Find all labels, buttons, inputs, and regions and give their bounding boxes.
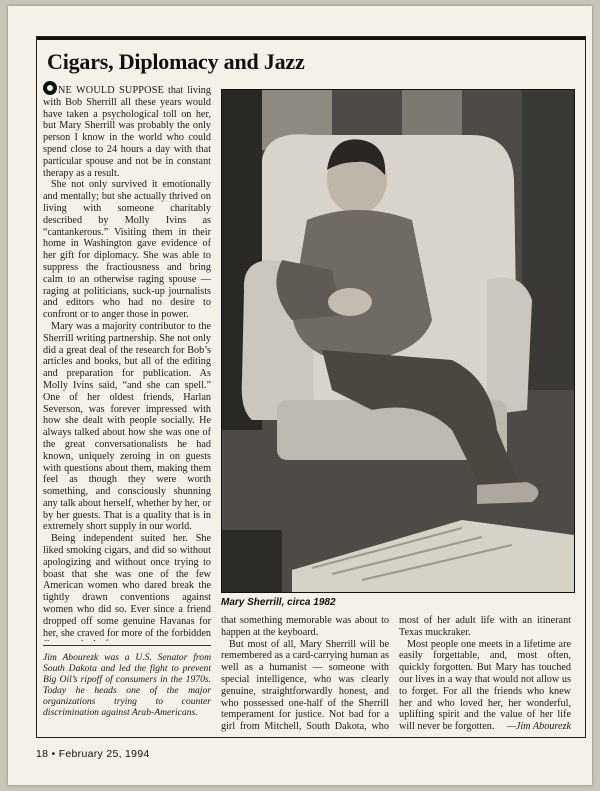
top-rule (37, 37, 585, 40)
photo-caption: Mary Sherrill, circa 1982 (221, 597, 336, 608)
opening-paragraph (43, 81, 211, 179)
right-paragraph-1: most of her adult life with an itinerant Texas muckraker. (399, 615, 571, 638)
left-column (43, 81, 211, 641)
author-bio: Jim Abourezk was a U.S. Senator from South Dakota and led the fight to prevent Big Oil’s ripoff of consumers in the 1970s. Today he heads one of the major organizations trying to counter discrimination against Arab-Americans. (43, 645, 211, 718)
paragraph-3: Mary was a majority contributor to the Sherrill writing partnership. She not only did a great deal of the research for Bob’s articles and books, but all of the editing and preparation for publication. As Molly Ivins said, “and she can spell.” One of her oldest friends, Harlan Severson, was forever impressed with how she dealt with people socially. He always talked about how she was one of the great conversationalists he had known, uniquely zeroing in on guests with questions about them, making them feel as though they were worth something, and consciously shunning any talk about herself, whether by her, or by her guests. That is a quality that is in extremely short supply in our world. (43, 320, 211, 533)
paragraph-1: that living with Bob Sherrill all these years would have taken a psychological toll on her, but Mary Sherrill was probably the only person I know in the world who could spend close to 24 hours a day with that particular spouse and not be in constant therapy as a result. (43, 85, 211, 179)
paragraph-4: Being independent suited her. She liked smoking cigars, and did so without apologizing and without once trying to boast that she was one of the few American women who dared break the tightly drawn conventions against women who did so. Ever since a friend dropped off some genuine Havanas for her, she craved for more of the forbidden (43, 533, 211, 639)
lead-in: NE WOULD SUPPOSE (58, 85, 165, 96)
portrait-photo (221, 89, 575, 593)
article-frame (36, 36, 586, 738)
right-paragraph-2 (399, 639, 571, 733)
magazine-page (8, 6, 592, 785)
page-folio: 18 • February 25, 1994 (36, 748, 150, 760)
middle-column (221, 615, 389, 733)
portrait-illustration (222, 90, 574, 592)
drop-cap-o-icon (43, 81, 57, 95)
article-title: Cigars, Diplomacy and Jazz (47, 49, 305, 74)
right-column (399, 615, 571, 733)
mid-paragraph-1: that something memorable was about to happen at the keyboard. (221, 615, 389, 638)
mid-paragraph-2: But most of all, Mary Sherrill will be remembered as a card-carrying human as well as a humanist — someone with special intelligence, who was clearly genuine, straightforwardly honest, and who possessed one-half of the Sherrill temperament for justice. Not bad for a girl from Mitchell, South Dakota, who (221, 638, 389, 733)
paragraph-2: She not only survived it emotionally and mentally; but she actually thrived on living with someone charitably described by Molly Ivins as “cantankerous.” Visiting them in their home in Washington gave evidence of her gift for diplomacy. She was able to suppress the fractiousness and bring calm to an otherwise raging spouse — raging at politicians, suck-up journalists and editors who had no desire to confront or to anger those in power. (43, 179, 211, 321)
author-signature: —Jim Abourezk (506, 721, 571, 733)
right-paragraph-2-text: Most people one meets in a lifetime are easily forgettable, and, most often, quickly forgotten. But Mary has touched our lives in a way that would not allow us to forget. For all the friends who knew her and who loved her, her wonderful, uplifting spirit and the value of her life will never be forgotten. (399, 638, 571, 733)
